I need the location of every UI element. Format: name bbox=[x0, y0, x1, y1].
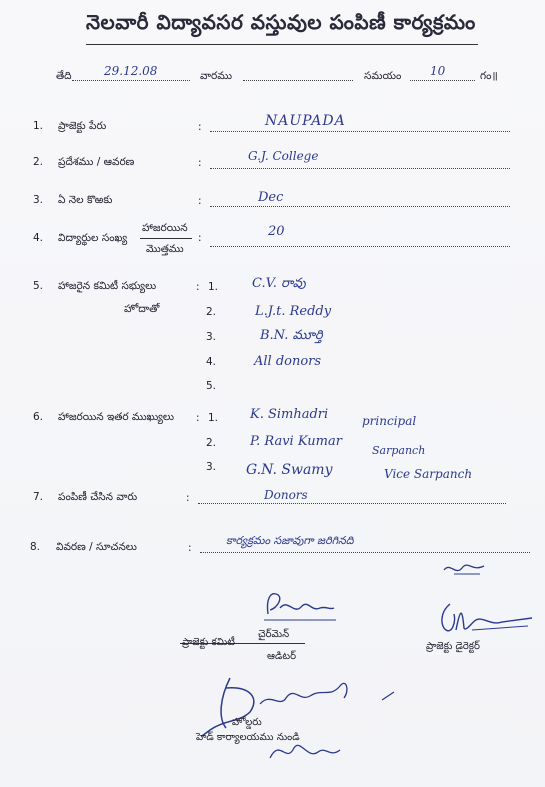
fraction-line bbox=[140, 238, 192, 239]
other-number: 3. bbox=[206, 461, 217, 473]
time-dots bbox=[410, 80, 475, 81]
member-name: All donors bbox=[254, 354, 322, 369]
colon: : bbox=[198, 232, 202, 244]
member-number: 4. bbox=[206, 356, 217, 368]
date-value: 29.12.08 bbox=[104, 64, 158, 78]
day-dots bbox=[243, 80, 353, 81]
row-number: 5. bbox=[33, 280, 44, 292]
chairman-signature bbox=[260, 586, 340, 626]
member-number: 5. bbox=[206, 380, 217, 392]
total-label: మొత్తము bbox=[146, 243, 184, 255]
other-role: principal bbox=[362, 414, 417, 428]
remarks-dots bbox=[200, 552, 530, 553]
location-dots bbox=[210, 168, 510, 169]
row-number: 1. bbox=[33, 120, 44, 132]
auditor-label: ఆడిటర్ bbox=[267, 651, 297, 662]
member-number: 1. bbox=[208, 281, 219, 293]
colon: : bbox=[198, 157, 202, 169]
other-name: K. Simhadri bbox=[250, 407, 329, 422]
other-role: Sarpanch bbox=[372, 444, 426, 457]
row-number: 2. bbox=[33, 156, 44, 168]
distributed-by-value: Donors bbox=[264, 488, 308, 502]
pen-mark bbox=[380, 688, 400, 704]
location-value: G.J. College bbox=[248, 149, 319, 163]
students-label: విద్యార్థుల సంఖ్య bbox=[58, 232, 128, 244]
title-underline bbox=[86, 44, 478, 45]
distributed-by-label: పంపిణీ చేసిన వారు bbox=[58, 491, 138, 503]
time-value: 10 bbox=[430, 64, 446, 78]
member-name: L.J.t. Reddy bbox=[255, 304, 332, 319]
member-name: B.N. మూర్తి bbox=[260, 328, 323, 343]
holder-label: హోల్డరు bbox=[232, 717, 262, 728]
project-name-label: ప్రాజెక్టు పేరు bbox=[58, 120, 107, 132]
director-signature bbox=[432, 600, 536, 644]
row-number: 8. bbox=[30, 541, 41, 553]
other-name: P. Ravi Kumar bbox=[250, 434, 342, 449]
distributed-by-dots bbox=[198, 503, 506, 504]
others-label: హాజరయిన ఇతర ముఖ్యులు bbox=[58, 411, 175, 423]
location-label: ప్రదేశము / ఆవరణ bbox=[58, 156, 135, 168]
member-number: 3. bbox=[206, 331, 217, 343]
form-title: నెలవారీ విద్యావసర వస్తువుల పంపిణీ కార్యక్రమం bbox=[86, 10, 476, 34]
remarks-initials bbox=[440, 558, 490, 580]
project-name-value: NAUPADA bbox=[265, 113, 346, 129]
remarks-label: వివరణ / సూచనలు bbox=[56, 541, 137, 553]
month-label: ఏ నెల కొఱకు bbox=[58, 194, 113, 206]
chairman-label: చైర్‌మెన్ bbox=[258, 629, 290, 640]
other-name: G.N. Swamy bbox=[246, 462, 333, 478]
office-label: హెడ్ కార్యాలయము నుండి bbox=[196, 732, 300, 743]
students-dots bbox=[210, 246, 510, 247]
colon: : bbox=[186, 492, 190, 504]
date-label: తేది bbox=[56, 70, 72, 82]
committee-signature-label: ప్రాజెక్టు కమిటీ bbox=[182, 637, 235, 648]
director-label: ప్రాజెక్టు డైరెక్టర్ bbox=[426, 641, 480, 652]
time-suffix: గం॥ bbox=[480, 70, 498, 82]
member-name: C.V. రావు bbox=[252, 276, 306, 291]
remarks-value: కార్యక్రమం సజావుగా జరిగినది bbox=[226, 534, 354, 547]
colon: : bbox=[198, 121, 202, 133]
day-label: వారము bbox=[200, 70, 232, 82]
row-number: 4. bbox=[33, 232, 44, 244]
other-role: Vice Sarpanch bbox=[384, 467, 473, 481]
month-value: Dec bbox=[258, 190, 284, 205]
colon: : bbox=[188, 542, 192, 554]
time-label: సమయం bbox=[364, 70, 402, 82]
row-number: 7. bbox=[33, 491, 44, 503]
colon: : bbox=[198, 195, 202, 207]
date-dots bbox=[72, 80, 190, 81]
project-name-dots bbox=[210, 131, 510, 132]
row-number: 3. bbox=[33, 194, 44, 206]
designation-label: హోదాతో bbox=[124, 303, 160, 315]
other-number: 2. bbox=[206, 437, 217, 449]
other-number: 1. bbox=[208, 412, 219, 424]
colon: : bbox=[196, 281, 200, 293]
month-dots bbox=[210, 206, 510, 207]
committee-label: హాజరైన కమిటీ సభ్యులు bbox=[58, 280, 157, 292]
row-number: 6. bbox=[33, 411, 44, 423]
member-number: 2. bbox=[206, 306, 217, 318]
holder-signature bbox=[190, 668, 360, 772]
present-label: హాజరయిన bbox=[142, 222, 188, 234]
students-value: 20 bbox=[268, 224, 285, 239]
colon: : bbox=[196, 412, 200, 424]
